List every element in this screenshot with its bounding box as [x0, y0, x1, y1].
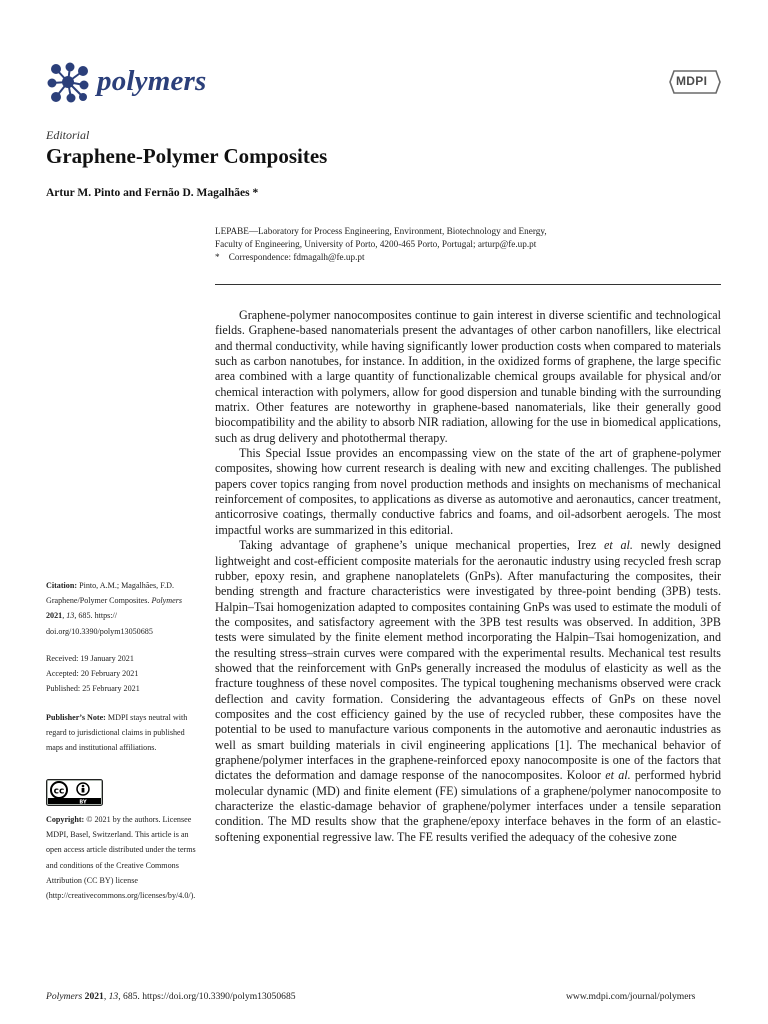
affiliation-line-2: Faculty of Engineering, University of Porto, 4200-465 Porto, Portugal; arturp@fe.up.pt — [215, 239, 537, 249]
publisher-note-text: MDPI stays neutral with regard to jurisdictional claims in published maps and institutional affiliations. — [46, 713, 188, 753]
citation-volume: 13 — [66, 611, 75, 621]
publisher-note — [46, 710, 196, 756]
journal-website-link[interactable]: www.mdpi.com/journal/polymers — [566, 991, 696, 1002]
svg-text:cc: cc — [53, 786, 65, 797]
published-date: Published: 25 February 2021 — [46, 684, 140, 693]
accepted-date: Accepted: 20 February 2021 — [46, 669, 139, 678]
copyright-text: © 2021 by the authors. Licensee MDPI, Basel, Switzerland. This article is an open access article distributed under the terms and conditions of the Creative Commons Attribution (CC BY) license (http://creativecommons.org/licenses/by/4.0/). — [46, 815, 196, 901]
article-body — [215, 308, 721, 845]
author-list: Artur M. Pinto and Fernão D. Magalhães * — [46, 187, 259, 199]
footer-volume: 13 — [108, 991, 119, 1002]
paragraph-1: Graphene-polymer nanocomposites continue to gain interest in diverse scientific and technological fields. Graphene-based nanomaterials present the advantages of other carbon nanofillers, like electrical and thermal conductivity, while having significantly lower production costs when compared to materials such as carbon nanotubes, for instance. In addition, in the oxidized forms of graphene, the large specific area combined with a large quantity of functionalizable chemical groups available for physical and/or chemical interaction with polymers, allow for good dispersion and tunable binding with the surrounding matrix. Other features are noteworthy in graphene-based nanomaterials, like their generally good biocompatibility and the ability to absorb NIR radiation, allowing for the use in biomedical applications, such as drug delivery and photothermal therapy. — [215, 308, 721, 445]
citation-year: 2021 — [46, 611, 63, 621]
correspondence-mark: * — [215, 252, 220, 262]
publisher-name: MDPI — [676, 74, 708, 88]
received-date: Received: 19 January 2021 — [46, 654, 134, 663]
affiliation-line-1: LEPABE—Laboratory for Process Engineering, Environment, Biotechnology and Energy, — [215, 226, 547, 236]
correspondence-email[interactable]: Correspondence: fdmagalh@fe.up.pt — [228, 252, 365, 262]
journal-name: polymers — [97, 65, 207, 97]
citation-doi[interactable]: , 685. https:// doi.org/10.3390/polym13050685 — [46, 611, 153, 636]
paragraph-3: Taking advantage of graphene’s unique mechanical properties, Irez et al. newly designed lightweight and cost-efficient composite materials for the aeronautic industry using recycled fresh scrap rubber, epoxy resin, and graphene nanoplatelets (GnPs). After manufacturing the composites, their bending strength and fracture characteristics were investigated by three-point bending (3PB) tests. Halpin–Tsai homogenization adapted to composites containing GnPs was used to estimate the moduli of the composites, and satisfactory agreement with the 3PB test results was observed. In addition, 3PB tests were simulated by the finite element method incorporating the Halpin–Tsai homogenization, and the resulting stress–strain curves were compared with the experimental results. Mechanical test results showed that the reinforcement with GnPs generally increased the modulus of elasticity as well as the fracture toughness of these novel composites. The typical toughening mechanisms observed were crack deflection and cavity formation. Considering the advantageous effects of GnPs on these novel composites and the cost efficiency gained by the use of recycled rubber, these composites have the potential to be used to manufacture various components in the automotive and aeronautic industries as well as smart building materials in civil engineering applications [1]. The mechanical behavior of graphene/polymer interfaces in the graphene-reinforced epoxy nanocomposite is one of the factors that dictates the deformation and damage response of the nanocomposites. Koloor et al. performed hybrid molecular dynamic (MD) and finite element (FE) simulations of a graphene/polymer nanocomposite to characterize the elastic-damage behavior of graphene/polymer interfaces under a tensile separation condition. The MD results show that the graphene/epoxy interface behaves in the form of an elastic-softening exponential regressive law. The FE results verified the adequacy of the cohesive zone — [215, 538, 722, 844]
header-divider — [215, 284, 721, 285]
citation-block: Citation: Pinto, A.M.; Magalhães, F.D. Graphene/Polymer Composites. Polymers 2021, 13, 685. https:// doi.org/10.3390/polym13050685 — [46, 581, 183, 636]
et-al: et al. — [604, 538, 633, 553]
copyright-label: Copyright: — [46, 815, 85, 824]
footer-journal: Polymers — [46, 991, 83, 1002]
citation-journal: Polymers — [151, 596, 183, 606]
citation-text: Pinto, A.M.; Magalhães, F.D. Graphene/Polymer Composites. — [46, 581, 174, 606]
footer-doi-link[interactable]: , 685. https://doi.org/10.3390/polym13050685 — [118, 991, 296, 1002]
journal-logo-icon — [46, 61, 90, 105]
footer-year: 2021 — [84, 991, 104, 1002]
citation-label: Citation: — [46, 581, 78, 590]
creative-commons-license-icon[interactable] — [46, 779, 103, 806]
et-al: et al. — [605, 768, 631, 783]
publisher-note-label: Publisher’s Note: — [46, 713, 106, 722]
article-title: Graphene-Polymer Composites — [46, 144, 328, 168]
license-badge-text: BY — [79, 799, 87, 806]
copyright-block — [46, 812, 196, 903]
footer-citation: Polymers 2021, 13, 685. https://doi.org/10.3390/polym13050685 — [46, 991, 296, 1002]
correspondence-line — [215, 251, 365, 264]
paragraph-2: This Special Issue provides an encompassing view on the state of the art of graphene-polymer composites, showing how current research is dealing with new and exciting challenges. The published papers cover topics ranging from novel production methods and insights on mechanisms of mechanical reinforcement of composites, to applications as diverse as automotive and aeronautics, cancer treatment, anticorrosive coatings, thermally conductive fabrics and foams, and oil-adsorbent aerogels. The most impactful works are summarized in this editorial. — [215, 446, 721, 537]
article-type: Editorial — [46, 128, 90, 142]
